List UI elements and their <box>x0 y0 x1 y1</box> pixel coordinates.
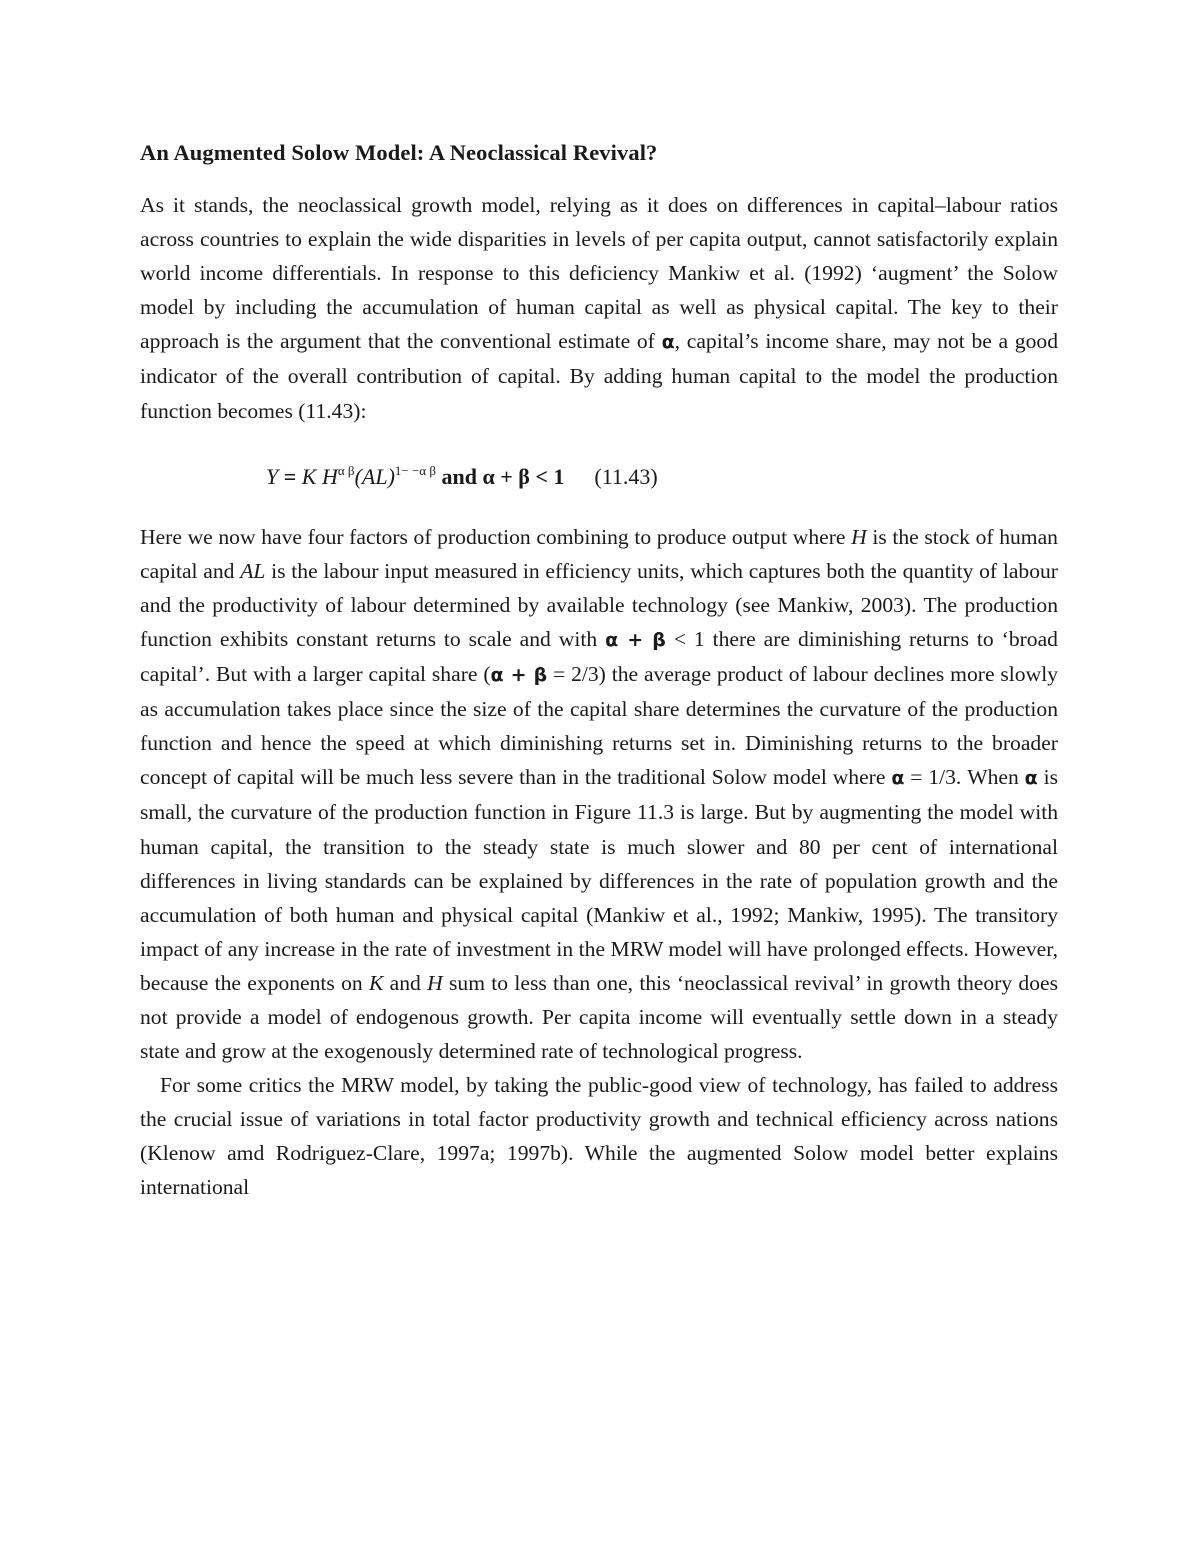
p2-text-2: is the stock of human capital and <box>140 524 1058 583</box>
eq-h: H <box>321 463 338 489</box>
p2-greek-3: α <box>891 767 905 790</box>
p2-greek-4: α <box>1024 767 1038 790</box>
paragraph-critics: For some critics the MRW model, by taking the public-good view of technology, has failed to address the crucial issue of variations in total factor productivity growth and technical efficiency across nations (Klenow amd Rodriguez-Clare, 1997a; 1997b). While the augmented Solow model better explains international <box>140 1073 1058 1200</box>
p2-text-3: is the labour input measured in efficiency units, which captures both the quantity of labour and the productivity of labour determined by available technology (see Mankiw, 2003). The production function exhibits constant returns to scale and with <box>140 558 1058 651</box>
p2-var-h: H <box>851 524 867 549</box>
intro-text-1: As it stands, the neoclassical growth model, relying as it does on differences in capital–labour ratios across countries to explain the wide disparities in levels of per capita output, cannot satisfactorily explain world income differentials. In response to this deficiency Mankiw et al. (1992) ‘augment’ the Solow model by including the accumulation of human capital as well as physical capital. The key to their approach is the argument that the conventional estimate of <box>140 193 1058 354</box>
eq-exponent-2: 1− −α β <box>394 462 436 478</box>
eq-al: (AL) <box>354 463 395 489</box>
p2-text-9: sum to less than one, this ‘neoclassical revival’ in growth theory does not provide a model of endogenous growth. Per capita income will eventually settle down in a steady state and grow at the exogenously determined rate of technological progress. <box>140 970 1058 1064</box>
document-page <box>140 140 1058 1205</box>
p2-greek-1: α + β <box>605 628 666 651</box>
eq-condition: and α + β < 1 <box>435 463 565 489</box>
eq-exponent-1: α β <box>337 462 355 478</box>
p2-text-7: is small, the curvature of the production function in Figure 11.3 is large. But by augmenting the model with human capital, the transition to the steady state is much slower and 80 per cent of international differences in living standards can be explained by differences in the rate of population growth and the accumulation of both human and physical capital (Mankiw et al., 1992; Mankiw, 1995). The transitory impact of any increase in the rate of investment in the MRW model will have prolonged effects. However, because the exponents on <box>140 765 1058 995</box>
p2-text-4: < 1 there are diminishing returns to ‘broad capital’. But with a larger capital share ( <box>140 626 1058 687</box>
p2-var-h-2: H <box>427 970 443 995</box>
p2-text-5: = 2/3) the average product of labour declines more slowly as accumulation takes place since the size of the capital share determines the curvature of the production function and hence the speed at which diminishing returns set in. Diminishing returns to the broader concept of capital will be much less severe than in the traditional Solow model where <box>140 662 1058 790</box>
section-heading: An Augmented Solow Model: A Neoclassical Revival? <box>140 140 658 165</box>
p2-var-al: AL <box>240 558 266 583</box>
p2-greek-2: α + β <box>490 664 548 687</box>
eq-equals: = <box>278 463 302 489</box>
p2-text-8: and <box>383 970 428 995</box>
paragraph-intro <box>140 188 1058 428</box>
eq-k: K <box>301 463 317 489</box>
equation-11-43 <box>140 454 1058 494</box>
paragraph-factors <box>140 520 1058 1069</box>
intro-text-2: , capital’s income share, may not be a good indicator of the overall contribution of capital. By adding human capital to the model the production function becomes (11.43): <box>140 329 1058 423</box>
alpha-symbol: α <box>661 331 675 354</box>
eq-lhs: Y <box>266 463 279 489</box>
equation-number: (11.43) <box>594 463 658 489</box>
p2-text-6: = 1/3. When <box>904 765 1025 790</box>
p2-text-1: Here we now have four factors of production combining to produce output where <box>140 524 852 549</box>
p2-var-k: K <box>368 970 384 995</box>
